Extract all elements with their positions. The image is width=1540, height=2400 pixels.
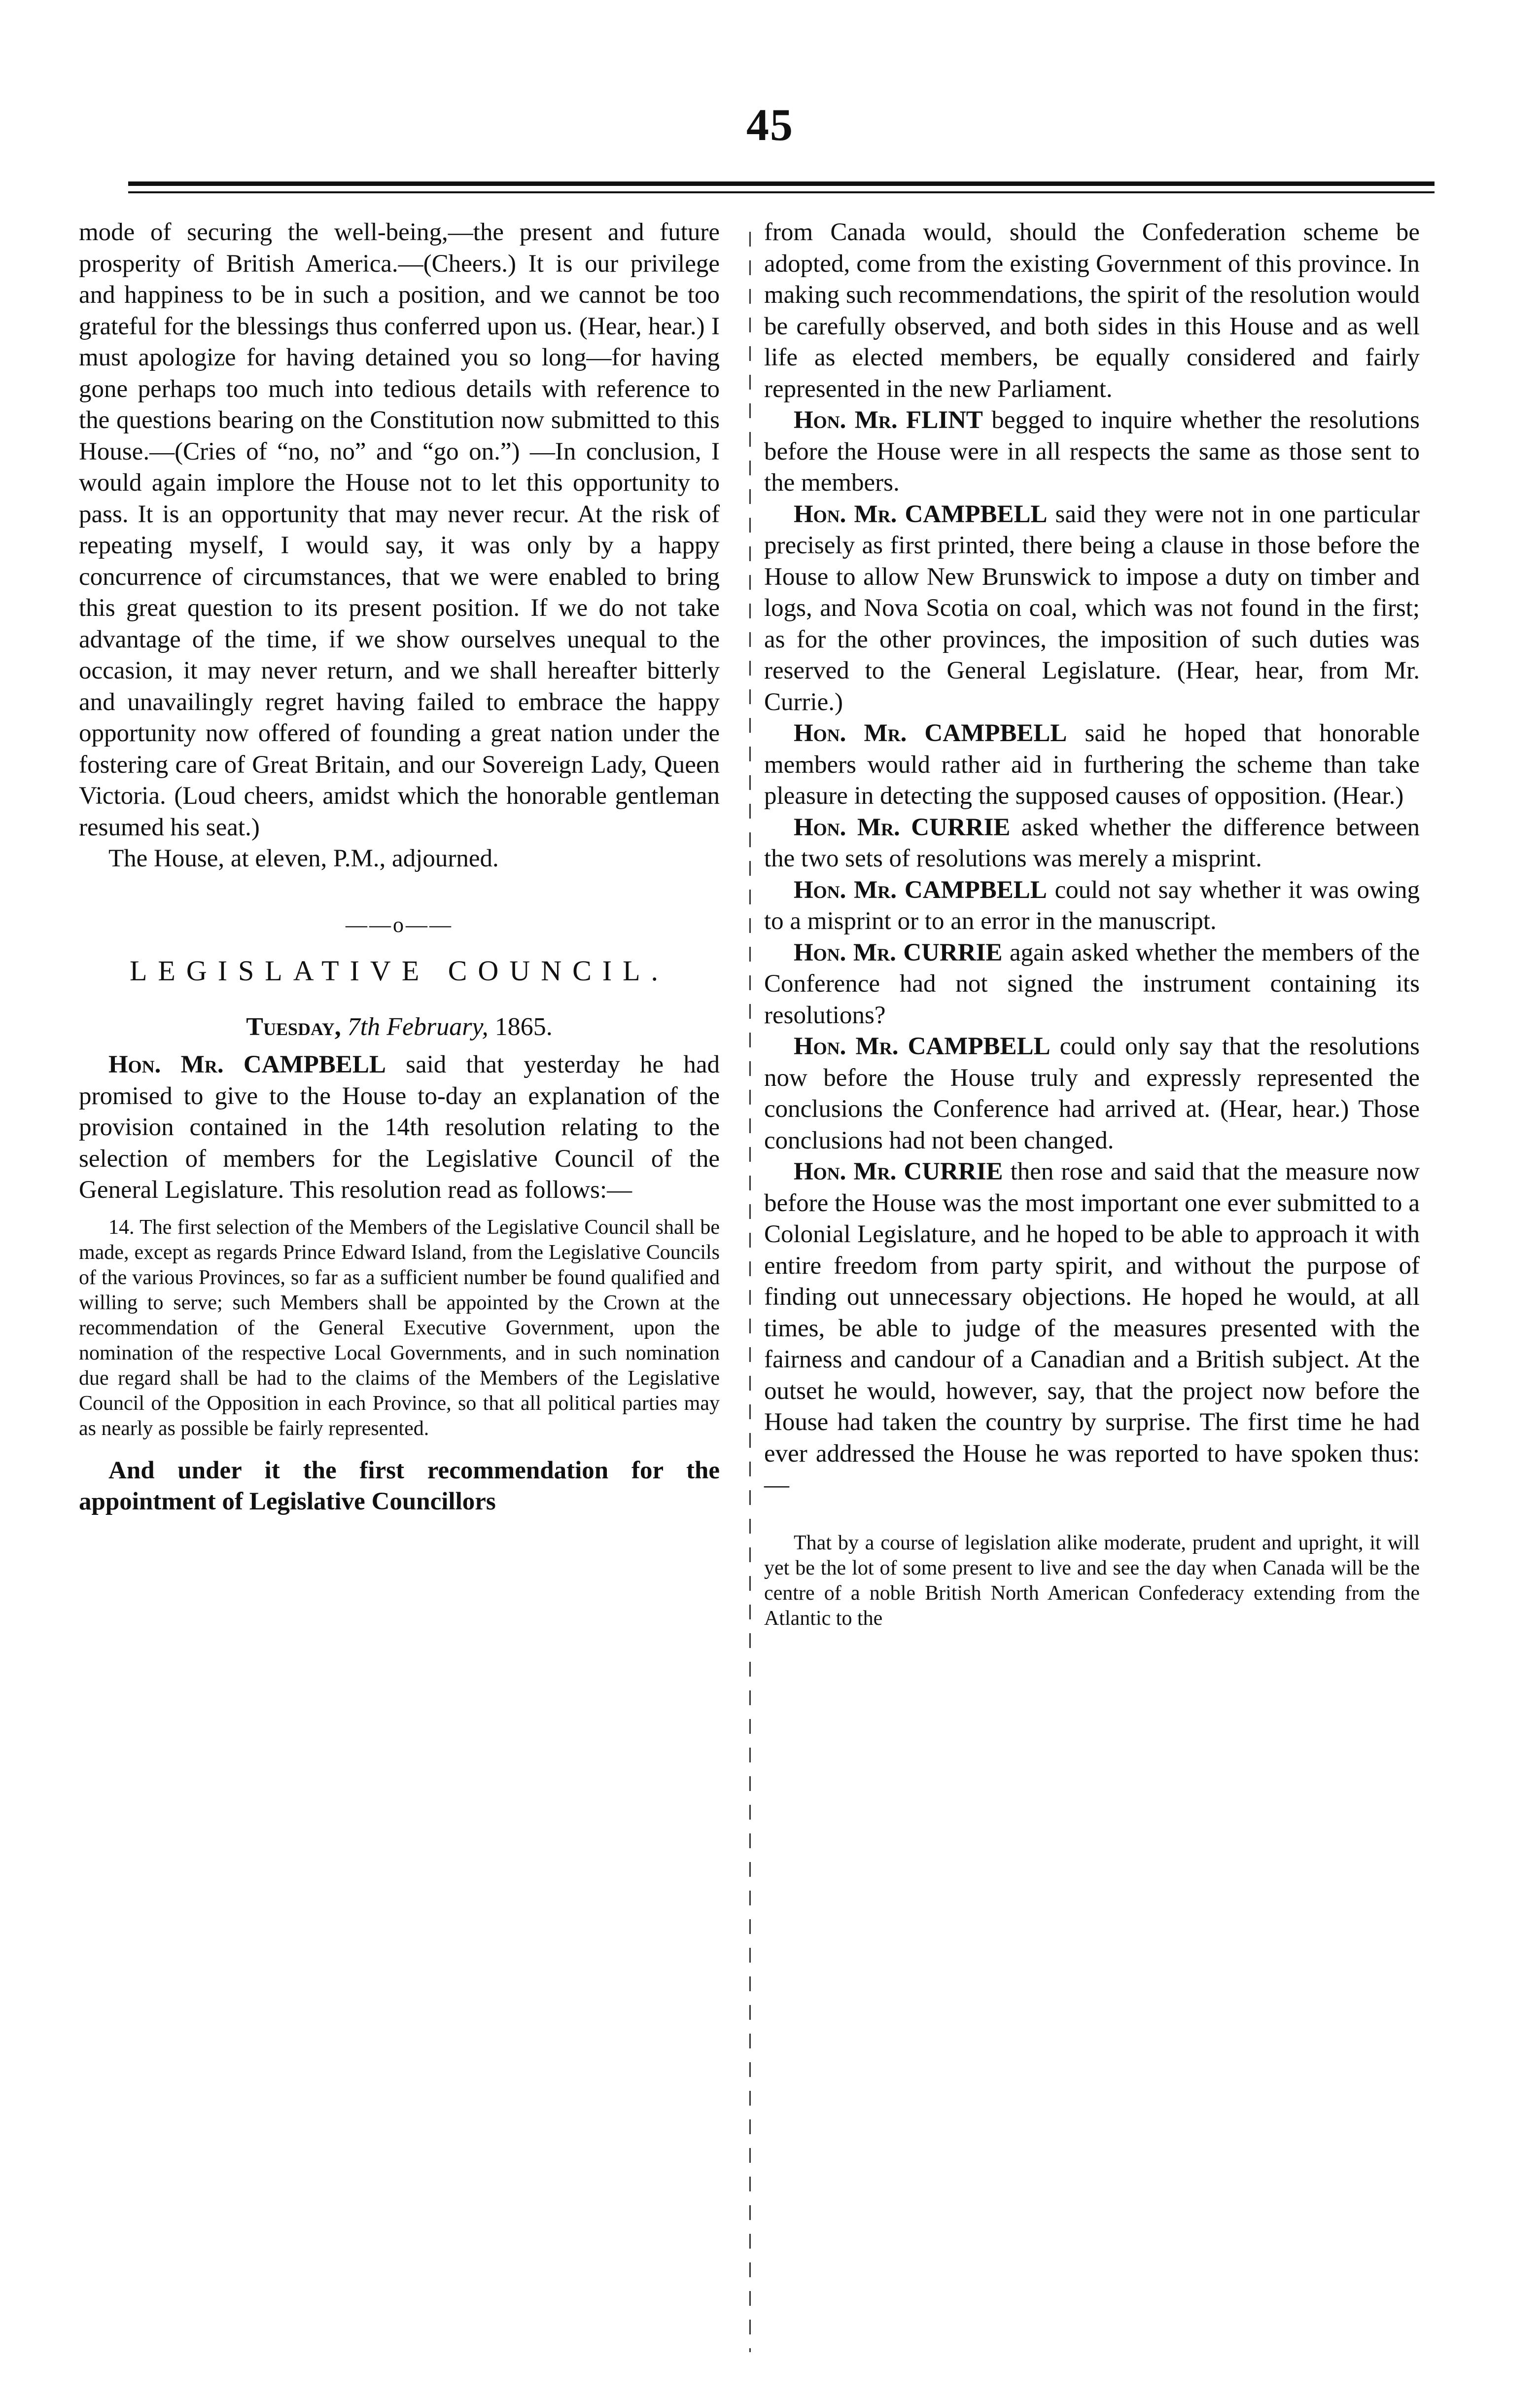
dateline-date: 7th February, <box>347 1012 489 1041</box>
currie-speech-3 <box>764 1156 1420 1501</box>
campbell-speech-1 <box>764 499 1420 718</box>
closing-paragraph: And under it the first recommendation for the appointment of Legislative Councillors <box>79 1456 720 1515</box>
speech-text: then rose and said that the measure now before the House was the most important one ever submitted to a Colonial Legislature, and he hoped to be able to approach it with entire freedom from party spirit, and without the purpose of finding out unnecessary objections. He hoped he would, at all times, be able to judge of the measures presented with the fairness and candour of a Canadian and a British subject. At the outset he would, however, say, that the project now before the House had taken the country by surprise. The first time he had ever addressed the House he was reported to have spoken thus:— <box>764 1158 1420 1499</box>
reported-quote: That by a course of legislation alike moderate, prudent and upright, it will yet be the lot of some present to live and see the day when Canada will be the centre of a noble British North American Confederacy extending from the Atlantic to the <box>764 1531 1420 1630</box>
speaker-name: Hon. Mr. CURRIE <box>794 1158 1003 1185</box>
campbell-speech <box>79 1049 720 1206</box>
column-divider <box>749 232 751 2352</box>
speech-text: begged to inquire whether the resolutions before the House were in all respects the same as those sent to the members. <box>764 406 1420 497</box>
speaker-name: Hon. Mr. CAMPBELL <box>794 719 1067 747</box>
speech-text: could only say that the resolutions now before the House truly and expressly represented the conclusions the Conference had arrived at. (Hear, hear.) Those conclusions had not been changed. <box>764 1033 1420 1154</box>
resolution-quote: 14. The first selection of the Members of the Legislative Council shall be made, except as regards Prince Edward Island, from the Legislative Councils of the various Provinces, so far as a sufficient number be found qualified and willing to serve; such Members shall be appointed by the Crown at the recommendation of the General Executive Government, upon the nomination of the respective Local Governments, and in such nomination due regard shall be had to the claims of the Members of the Legislative Council of the Opposition in each Province, so that all political parties may as nearly as possible be fairly represented. <box>79 1216 720 1440</box>
dateline <box>79 1011 720 1043</box>
speech-text: again asked whether the members of the Conference had not signed the instrument containing its resolutions? <box>764 938 1420 1029</box>
page-number: 45 <box>746 100 794 150</box>
currie-speech-1 <box>764 812 1420 875</box>
adjourned-line: The House, at eleven, P.M., adjourned. <box>108 845 499 872</box>
speech-text: asked whether the difference between the two sets of resolutions was merely a misprint. <box>764 813 1420 872</box>
speaker-name: Hon. Mr. CAMPBELL <box>794 876 1047 904</box>
section-ornament: ——o—— <box>346 912 453 937</box>
flint-speech <box>764 405 1420 499</box>
speaker-name: Hon. Mr. CURRIE <box>794 813 1011 841</box>
campbell-speech-4 <box>764 1031 1420 1156</box>
right-paragraph-continuation: from Canada would, should the Confederation scheme be adopted, come from the existing Government of this province. In making such recommendations, the spirit of the resolution would be carefully observed, and both sides in this House and as well life as elected members, be equally considered and fairly represented in the new Parliament. <box>764 218 1420 403</box>
speaker-name: Hon. Mr. CURRIE <box>794 938 1003 967</box>
speaker-name: Hon. Mr. FLINT <box>794 406 983 434</box>
dateline-year: 1865. <box>494 1012 553 1041</box>
section-title: LEGISLATIVE COUNCIL. <box>129 955 669 987</box>
currie-speech-2 <box>764 937 1420 1032</box>
speech-text: could not say whether it was owing to a misprint or to an error in the manuscript. <box>764 876 1420 935</box>
speech-text: said they were not in one particular precisely as first printed, there being a clause in those before the House to allow New Brunswick to impose a duty on timber and logs, and Nova Scotia on coal, which was not found in the first; as for the other provinces, the imposition of such duties was reserved to the General Legislature. (Hear, hear, from Mr. Currie.) <box>764 500 1420 716</box>
dateline-day: Tuesday, <box>246 1012 341 1041</box>
speaker-name: Hon. Mr. CAMPBELL <box>108 1051 386 1078</box>
left-column <box>79 217 720 1518</box>
speaker-name: Hon. Mr. CAMPBELL <box>794 1033 1050 1060</box>
header-rule-thin <box>128 191 1435 193</box>
speech-text: said that yesterday he had promised to give to the House to-day an explanation of the provision contained in the 14th resolution relating to the selection of members for the Legislative Council of the General Legislature. This resolution read as follows:— <box>79 1051 720 1204</box>
right-column <box>764 217 1420 1645</box>
left-paragraph-continuation: mode of securing the well-being,—the present and future prosperity of British America.—(Cheers.) It is our privilege and happiness to be in such a position, and we cannot be too grateful for the blessings thus conferred upon us. (Hear, hear.) I must apologize for having detained you so long—for having gone perhaps too much into tedious details with reference to the questions bearing on the Constitution now submitted to this House.—(Cries of “no, no” and “go on.”) —In conclusion, I would again implore the House not to let this opportunity to pass. It is an opportunity that may never recur. At the risk of repeating myself, I would say, it was only by a happy concurrence of circumstances, that we were enabled to bring this great question to its present position. If we do not take advantage of the time, if we show ourselves unequal to the occasion, it may never return, and we shall hereafter bitterly and unavailingly regret having failed to embrace the happy opportunity now offered of founding a great nation under the fostering care of Great Britain, and our Sovereign Lady, Queen Victoria. (Loud cheers, amidst which the honorable gentleman resumed his seat.) <box>79 218 720 841</box>
speech-text: said he hoped that honorable members would rather aid in furthering the scheme than take pleasure in detecting the supposed causes of opposition. (Hear.) <box>764 719 1420 810</box>
speaker-name: Hon. Mr. CAMPBELL <box>794 500 1048 528</box>
campbell-speech-3 <box>764 875 1420 937</box>
header-rule-thick <box>128 181 1435 186</box>
campbell-speech-2 <box>764 718 1420 812</box>
